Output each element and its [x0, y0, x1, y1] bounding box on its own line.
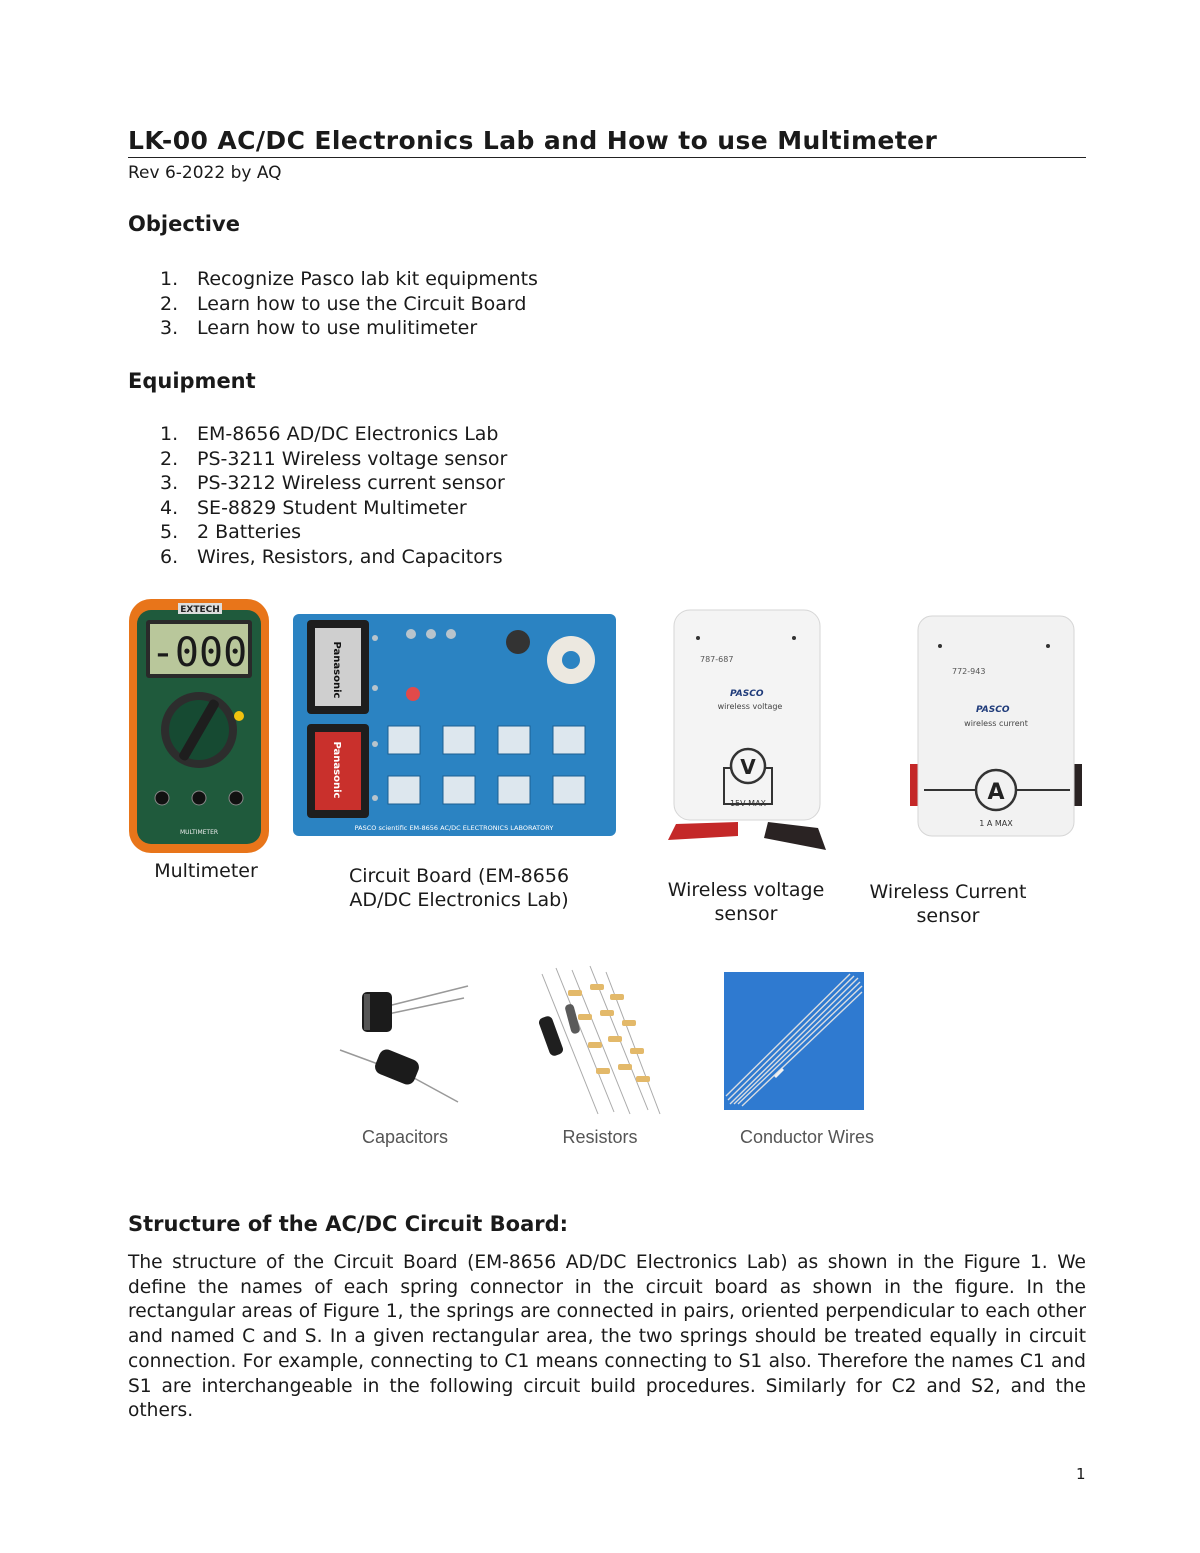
list-item: 6. Wires, Resistors, and Capacitors — [160, 545, 503, 568]
equipment-heading: Equipment — [128, 369, 256, 393]
voltage-sensor-image — [668, 608, 828, 858]
svg-text:MULTIMETER: MULTIMETER — [179, 829, 219, 836]
list-item: 3. Learn how to use mulitimeter — [160, 317, 478, 340]
list-item: 4. SE-8829 Student Multimeter — [160, 496, 467, 519]
circuit-board-caption-line2: AD/DC Electronics Lab) — [349, 889, 569, 911]
capacitors-image — [338, 978, 468, 1108]
voltage-sensor-caption-line2: sensor — [714, 903, 778, 925]
resistors-caption: Resistors — [562, 1127, 638, 1147]
page-title: LK-00 AC/DC Electronics Lab and How to use Multimeter — [128, 126, 1086, 158]
svg-text:772-943: 772-943 — [952, 667, 986, 676]
capacitors-caption: Capacitors — [361, 1127, 449, 1147]
svg-text:1 A MAX: 1 A MAX — [979, 819, 1013, 828]
wires-image — [724, 972, 864, 1110]
svg-text:A: A — [987, 780, 1005, 805]
svg-text:PASCO: PASCO — [976, 705, 1010, 715]
resistors-image — [538, 964, 664, 1122]
multimeter-image — [128, 598, 270, 854]
list-item: 5. 2 Batteries — [160, 521, 302, 544]
current-sensor-caption-line1: Wireless Current — [869, 881, 1027, 903]
voltage-sensor-caption-line1: Wireless voltage — [667, 879, 825, 901]
circuit-board-caption-line1: Circuit Board (EM-8656 — [348, 865, 570, 887]
revision-line: Rev 6-2022 by AQ — [128, 163, 282, 183]
svg-text:Panasonic: Panasonic — [331, 741, 342, 799]
page-number: 1 — [1076, 1465, 1086, 1483]
current-sensor-image — [910, 614, 1082, 838]
list-item: 1. Recognize Pasco lab kit equipments — [160, 268, 538, 290]
list-item: 2. PS-3211 Wireless voltage sensor — [160, 447, 508, 470]
equipment-list — [160, 422, 507, 570]
svg-text:PASCO scientific EM-8656 AC/: PASCO scientific EM-8656 AC/DC ELECTRONICS LABORATORY — [354, 824, 554, 832]
svg-text:wireless current: wireless current — [964, 719, 1028, 728]
current-sensor-caption-line2: sensor — [916, 905, 980, 927]
svg-text:EXTECH: EXTECH — [180, 605, 220, 615]
structure-paragraph: The structure of the Circuit Board (EM-8656 AD/DC Electronics Lab) as shown in the Figure 1. We define the names of each spring connector in the circuit board as shown in the figure. In the rectangular areas of Figure 1, the springs are connected in pairs, oriented perpendicular to each other and named C and S. In a given rectangular area, the two springs should be treated equally in circuit connection. For example, connecting to C1 means connecting to S1 also. Therefore the names C1 and S1 are interchangeable in the following circuit build procedures. Similarly for C2 and S2, and the others. — [128, 1252, 1086, 1422]
svg-text:wireless voltage: wireless voltage — [717, 702, 783, 711]
structure-heading: Structure of the AC/DC Circuit Board: — [128, 1212, 569, 1236]
objective-heading: Objective — [128, 212, 240, 236]
multimeter-caption: Multimeter — [154, 860, 258, 882]
list-item: 1. EM-8656 AD/DC Electronics Lab — [160, 423, 499, 445]
wires-caption: Conductor Wires — [739, 1127, 875, 1147]
svg-text:PASCO: PASCO — [730, 689, 764, 699]
svg-text:15V MAX: 15V MAX — [729, 799, 767, 808]
list-item: 3. PS-3212 Wireless current sensor — [160, 472, 505, 495]
svg-text:-000: -000 — [150, 630, 248, 676]
circuit-board-image — [293, 614, 616, 836]
svg-text:787-687: 787-687 — [700, 655, 734, 664]
svg-text:Panasonic: Panasonic — [331, 641, 342, 699]
list-item: 2. Learn how to use the Circuit Board — [160, 292, 527, 315]
svg-text:V: V — [740, 755, 756, 779]
objective-list — [160, 267, 538, 341]
